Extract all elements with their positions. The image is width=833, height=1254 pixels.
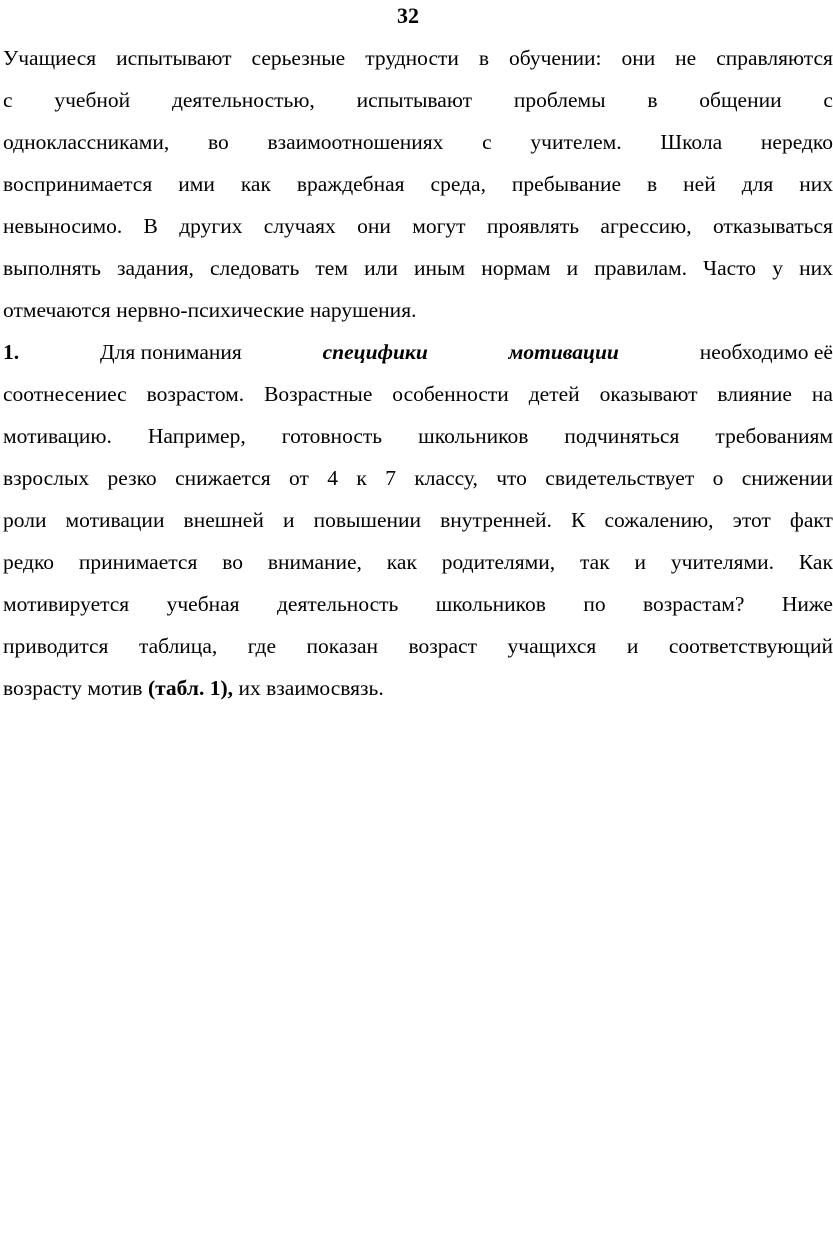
word: так: [580, 550, 610, 574]
word: внимание,: [267, 550, 362, 574]
word: в: [647, 172, 658, 196]
word: что: [496, 466, 527, 490]
word: внутренней.: [440, 508, 552, 532]
word: задания,: [117, 256, 194, 280]
word: с: [3, 88, 13, 112]
text-line: [3, 625, 833, 667]
word: по: [583, 592, 606, 616]
word: деятельностью,: [171, 88, 315, 112]
word: одноклассниками,: [3, 130, 170, 154]
word: 4: [327, 466, 339, 490]
word: нарушения.: [309, 298, 417, 322]
word: требованиям: [715, 424, 833, 448]
paragraph-2-first-line: [3, 331, 833, 373]
word: на: [811, 382, 833, 406]
word: 7: [385, 466, 396, 490]
paragraph-2-lines: [3, 373, 833, 667]
word: где: [247, 634, 276, 658]
word: Как: [798, 550, 833, 574]
word: возраст: [408, 634, 478, 658]
word: проявлять: [486, 214, 580, 238]
text-line: [3, 415, 833, 457]
word: детей: [528, 382, 580, 406]
word: возрастам?: [642, 592, 745, 616]
word: сожалению,: [604, 508, 714, 532]
word: свидетельствует: [545, 466, 695, 490]
page-number: 32: [397, 3, 419, 28]
word: мотивируется: [3, 592, 130, 616]
text-line: [3, 583, 833, 625]
text-segment: Для понимания: [99, 340, 242, 364]
word: факт: [789, 508, 833, 532]
word: роли: [3, 508, 47, 532]
word: с: [823, 88, 833, 112]
word: внешней: [183, 508, 264, 532]
paragraph-2: [3, 331, 833, 709]
word: учителями.: [670, 550, 775, 574]
word: справляются: [716, 46, 833, 70]
word: трудности: [365, 46, 459, 70]
word: у: [772, 256, 783, 280]
word: серьезные: [251, 46, 346, 70]
word: взрослых: [3, 466, 90, 490]
word: нервно-психические: [116, 298, 305, 322]
text-segment: их взаимосвязь.: [238, 676, 384, 700]
word: особенности: [392, 382, 509, 406]
text-line: [3, 37, 833, 79]
word: иным: [413, 256, 466, 280]
word: школьников: [435, 592, 546, 616]
word: в: [647, 88, 658, 112]
word: ней: [683, 172, 716, 196]
word: они: [357, 214, 391, 238]
word: К: [571, 508, 586, 532]
paragraph-1: [3, 37, 833, 331]
text-line: [3, 499, 833, 541]
text-line: [3, 79, 833, 121]
word: с: [482, 130, 492, 154]
word: соотнесениес: [3, 382, 127, 406]
word: принимается: [78, 550, 198, 574]
word: не: [675, 46, 697, 70]
text-line: [3, 541, 833, 583]
word: или: [364, 256, 398, 280]
word: и: [282, 508, 295, 532]
word: общении: [699, 88, 782, 112]
word: могут: [412, 214, 466, 238]
word: Возрастные: [264, 382, 373, 406]
word: Учащиеся: [3, 46, 97, 70]
word: снижении: [741, 466, 833, 490]
word: редко: [3, 550, 55, 574]
word: нередко: [760, 130, 833, 154]
text-line: [3, 121, 833, 163]
word: Школа: [660, 130, 723, 154]
text-line: [3, 163, 833, 205]
text-segment: возрасту мотив: [3, 676, 143, 700]
table-reference: (табл. 1),: [147, 676, 233, 700]
word: в: [478, 46, 490, 70]
text-line: [3, 289, 833, 331]
word: родителями,: [441, 550, 556, 574]
word: и: [634, 550, 647, 574]
word: о: [712, 466, 724, 490]
word: влияние: [717, 382, 792, 406]
word: агрессию,: [600, 214, 692, 238]
word: отказываться: [712, 214, 833, 238]
word: как: [386, 550, 417, 574]
word: учебной: [54, 88, 131, 112]
word: среда,: [430, 172, 486, 196]
word: и: [566, 256, 579, 280]
word: приводится: [3, 634, 109, 658]
word: возрастом.: [146, 382, 245, 406]
word: Часто: [703, 256, 757, 280]
word: взаимоотношениях: [267, 130, 444, 154]
word: во: [208, 130, 229, 154]
text-line: [3, 205, 833, 247]
word: мотивацию.: [3, 424, 112, 448]
word: отмечаются: [3, 298, 111, 322]
emphasis-text: мотивации: [508, 340, 619, 364]
word: этот: [732, 508, 771, 532]
word: невыносимо.: [3, 214, 123, 238]
text-segment: необходимо её: [699, 340, 833, 364]
word: резко: [107, 466, 157, 490]
word: деятельность: [276, 592, 399, 616]
word: учителем.: [530, 130, 622, 154]
paragraph-2-last-line: [3, 667, 833, 709]
word: классу,: [414, 466, 478, 490]
word: от: [289, 466, 309, 490]
word: оказывают: [599, 382, 698, 406]
word: ими: [178, 172, 215, 196]
word: обучении:: [509, 46, 602, 70]
word: следовать: [209, 256, 300, 280]
word: враждебная: [296, 172, 405, 196]
word: нормам: [481, 256, 551, 280]
emphasis-text: специфики: [322, 340, 428, 364]
word: правилам.: [594, 256, 687, 280]
word: готовность: [281, 424, 383, 448]
word: школьников: [418, 424, 529, 448]
word: проблемы: [513, 88, 606, 112]
word: них: [799, 256, 833, 280]
word: повышении: [313, 508, 422, 532]
word: для: [741, 172, 774, 196]
paragraph-number: 1.: [3, 340, 20, 364]
word: снижается: [175, 466, 271, 490]
word: случаях: [263, 214, 336, 238]
word: к: [356, 466, 367, 490]
word: пребывание: [511, 172, 622, 196]
word: показан: [306, 634, 378, 658]
word: как: [240, 172, 271, 196]
word: испытывают: [116, 46, 232, 70]
word: и: [626, 634, 639, 658]
text-line: [3, 457, 833, 499]
word: воспринимается: [3, 172, 153, 196]
word: учебная: [166, 592, 240, 616]
word: тем: [315, 256, 348, 280]
word: таблица,: [138, 634, 218, 658]
text-line: [3, 247, 833, 289]
word: них: [799, 172, 833, 196]
text-line: [3, 373, 833, 415]
word: других: [179, 214, 243, 238]
word: они: [621, 46, 656, 70]
word: мотивации: [65, 508, 165, 532]
word: испытывают: [356, 88, 473, 112]
word: во: [222, 550, 243, 574]
body-text: [3, 37, 833, 709]
word: Ниже: [781, 592, 833, 616]
word: подчиняться: [564, 424, 680, 448]
word: учащихся: [507, 634, 597, 658]
word: соответствующий: [668, 634, 833, 658]
word: В: [143, 214, 158, 238]
word: выполнять: [3, 256, 101, 280]
word: Например,: [147, 424, 246, 448]
